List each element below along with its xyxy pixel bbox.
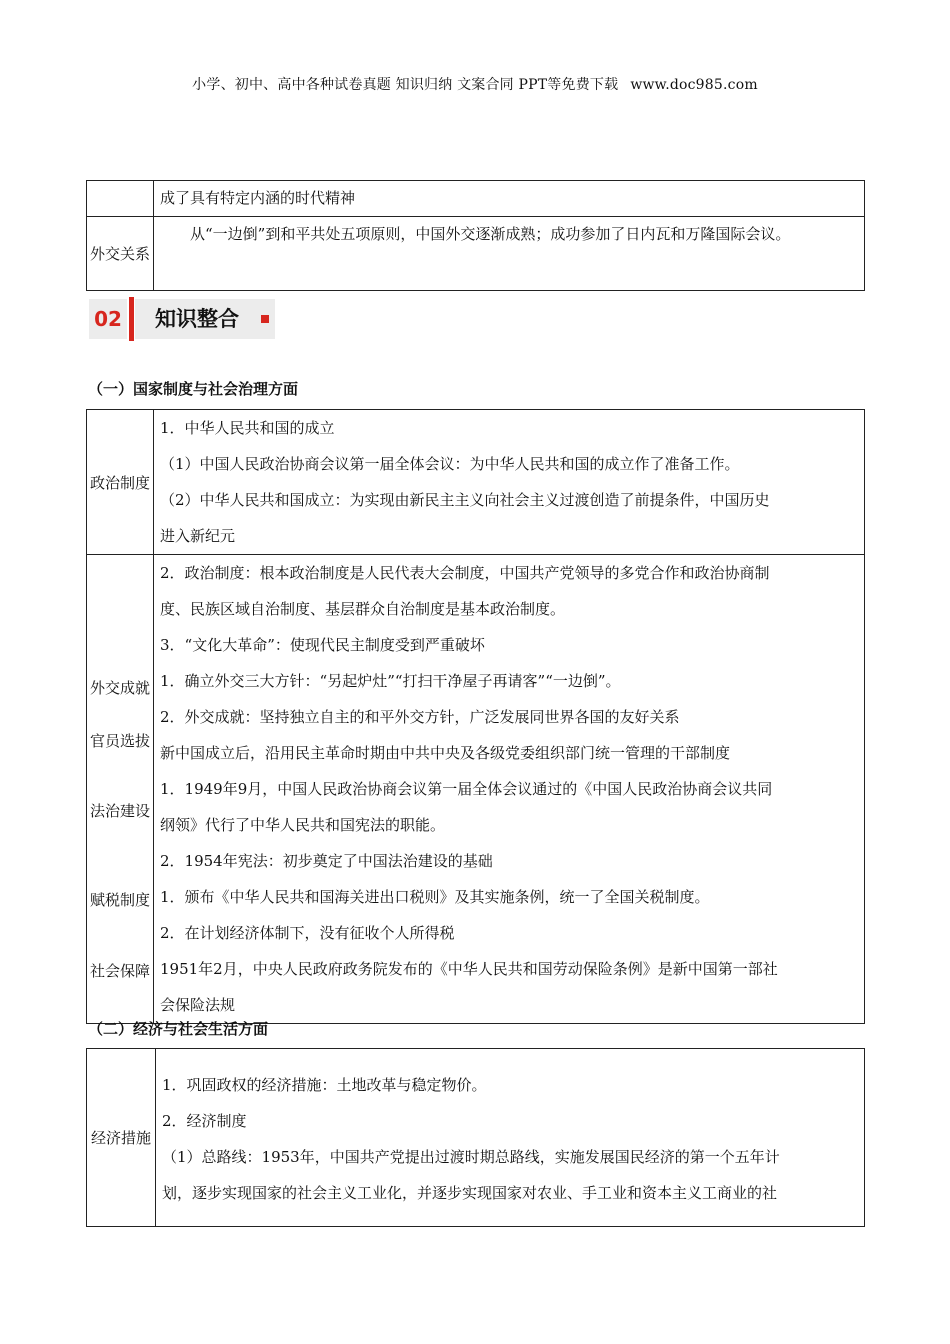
content-line: 度、民族区域自治制度、基层群众自治制度是基本政治制度。 — [160, 600, 566, 618]
header-text: 小学、初中、高中各种试卷真题 知识归纳 文案合同 PPT等免费下载 — [192, 77, 619, 93]
top-table-content-1: 成了具有特定内涵的时代精神 — [154, 181, 865, 217]
content-line: 2．在计划经济体制下，没有征收个人所得税 — [160, 924, 455, 942]
section-bar — [129, 297, 134, 341]
economy-line: 划，逐步实现国家的社会主义工业化，并逐步实现国家对农业、手工业和资本主义工商业的社 — [162, 1184, 778, 1202]
politics-label: 政治制度 — [87, 410, 154, 555]
label-rule-of-law: 法治建设 — [89, 802, 150, 820]
content-line: 会保险法规 — [160, 996, 236, 1014]
top-table-content-2: 从“一边倒”到和平共处五项原则，中国外交逐渐成熟；成功参加了日内瓦和万隆国际会议。 — [154, 217, 865, 291]
top-table-label-1 — [87, 181, 154, 217]
economy-label: 经济措施 — [87, 1049, 156, 1227]
subheading-two: （二）经济与社会生活方面 — [88, 1020, 269, 1038]
content-line: 2．外交成就：坚持独立自主的和平外交方针，广泛发展同世界各国的友好关系 — [160, 708, 680, 726]
system-table — [86, 409, 865, 1024]
section-title: 知识整合 — [135, 299, 275, 339]
economy-line: 2．经济制度 — [162, 1112, 247, 1130]
economy-content — [156, 1049, 865, 1227]
system-content — [154, 555, 865, 1024]
economy-table — [86, 1048, 865, 1227]
politics-content — [154, 410, 865, 555]
politics-line: （1）中国人民政治协商会议第一届全体会议：为中华人民共和国的成立作了准备工作。 — [160, 455, 740, 473]
economy-line: （1）总路线：1953年，中国共产党提出过渡时期总路线，实施发展国民经济的第一个五年计 — [162, 1148, 780, 1166]
politics-line: 进入新纪元 — [160, 527, 236, 545]
politics-line: 1．中华人民共和国的成立 — [160, 419, 335, 437]
subheading-one: （一）国家制度与社会治理方面 — [88, 380, 299, 398]
label-taxation: 赋税制度 — [89, 891, 150, 909]
content-line: 3．“文化大革命”：使现代民主制度受到严重破坏 — [160, 636, 485, 654]
label-social-security: 社会保障 — [89, 962, 150, 980]
labels-column — [87, 555, 154, 1024]
section-number: 02 — [89, 299, 127, 339]
content-line: 2．1954年宪法：初步奠定了中国法治建设的基础 — [160, 852, 493, 870]
section-square-icon — [261, 315, 269, 323]
top-table — [86, 180, 865, 291]
header-site[interactable]: www.doc985.com — [630, 77, 758, 93]
economy-line: 1．巩固政权的经济措施：土地改革与稳定物价。 — [162, 1076, 487, 1094]
label-diplomacy: 外交成就 — [89, 679, 150, 697]
content-line: 2．政治制度：根本政治制度是人民代表大会制度，中国共产党领导的多党合作和政治协商制 — [160, 564, 770, 582]
content-line: 1951年2月，中央人民政府政务院发布的《中华人民共和国劳动保险条例》是新中国第一部社 — [160, 960, 778, 978]
content-line: 新中国成立后，沿用民主革命时期由中共中央及各级党委组织部门统一管理的干部制度 — [160, 744, 731, 762]
content-line: 纲领》代行了中华人民共和国宪法的职能。 — [160, 816, 446, 834]
page-header — [0, 74, 950, 94]
top-table-label-2: 外交关系 — [87, 217, 154, 291]
content-line: 1．颁布《中华人民共和国海关进出口税则》及其实施条例，统一了全国关税制度。 — [160, 888, 710, 906]
politics-line: （2）中华人民共和国成立：为实现由新民主主义向社会主义过渡创造了前提条件，中国历史 — [160, 491, 770, 509]
label-official-selection: 官员选拔 — [89, 732, 150, 750]
content-line: 1．确立外交三大方针：“另起炉灶”“打扫干净屋子再请客”“一边倒”。 — [160, 672, 621, 690]
section-badge — [89, 297, 284, 341]
content-line: 1．1949年9月，中国人民政治协商会议第一届全体会议通过的《中国人民政治协商会议共同 — [160, 780, 773, 798]
